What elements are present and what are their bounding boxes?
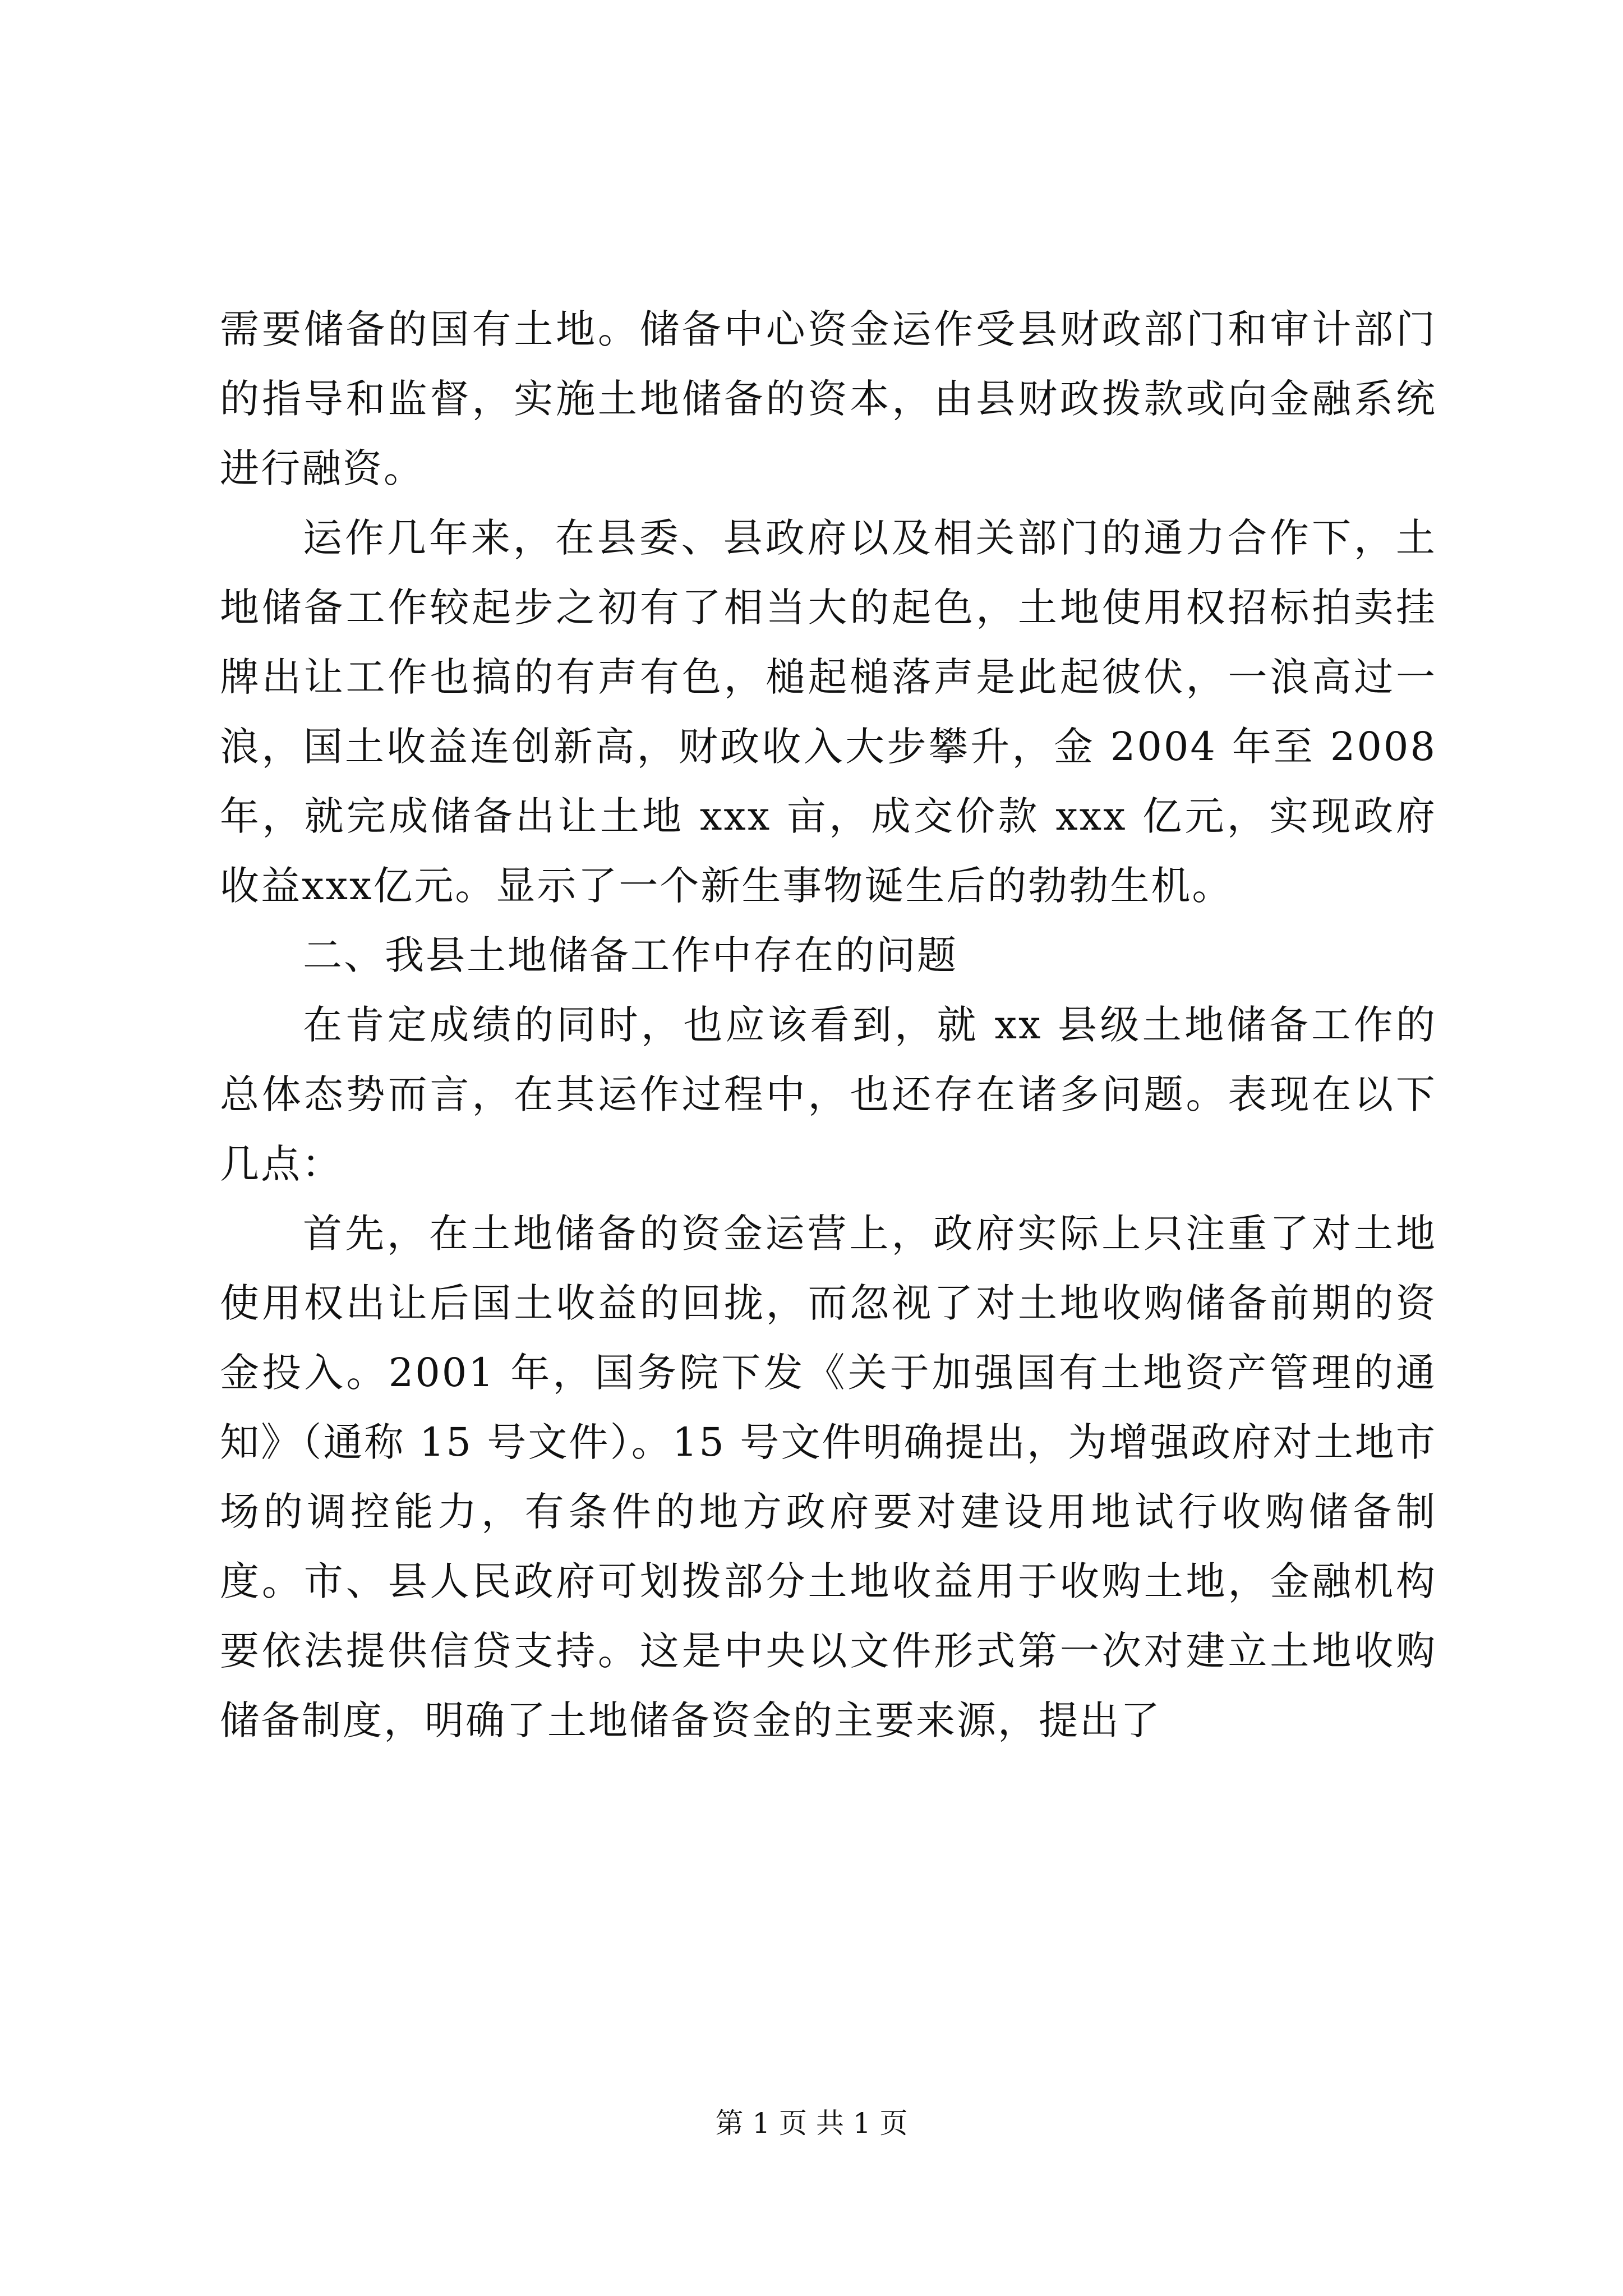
paragraph-first-problem: 首先，在土地储备的资金运营上，政府实际上只注重了对土地使用权出让后国土收益的回拢，而忽视了对土地收购储备前期的资金投入。2001 年，国务院下发《关于加强国有土地资产管理的通知》（通称 15 号文件）。15 号文件明确提出，为增强政府对土地市场的调控能力，有条件的地方政府要对建设用地试行收购储备制度。市、县人民政府可划拨部分土地收益用于收购土地，金融机构要依法提供信贷支持。这是中央以文件形式第一次对建立土地收购储备制度，明确了土地储备资金的主要来源，提出了 — [220, 1211, 1437, 1743]
paragraph-problems-intro: 在肯定成绩的同时，也应该看到，就 xx 县级土地储备工作的总体态势而言，在其运作过程中，也还存在诸多问题。表现在以下几点： — [220, 1002, 1437, 1187]
document-body — [220, 295, 1437, 1755]
page-footer: 第 1 页 共 1 页 — [715, 2107, 908, 2139]
paragraph-achievements: 运作几年来，在县委、县政府以及相关部门的通力合作下，土地储备工作较起步之初有了相当大的起色，土地使用权招标拍卖挂牌出让工作也搞的有声有色，槌起槌落声是此起彼伏，一浪高过一浪，国土收益连创新高，财政收入大步攀升，金 2004 年至 2008 年，就完成储备出让土地 xxx 亩，成交价款 xxx 亿元，实现政府收益xxx亿元。显示了一个新生事物诞生后的勃勃生机。 — [220, 515, 1437, 909]
section-heading-problems: 二、我县土地储备工作中存在的问题 — [303, 932, 958, 978]
paragraph-continuation: 需要储备的国有土地。储备中心资金运作受县财政部门和审计部门的指导和监督，实施土地储备的资本，由县财政拨款或向金融系统进行融资。 — [220, 306, 1437, 491]
